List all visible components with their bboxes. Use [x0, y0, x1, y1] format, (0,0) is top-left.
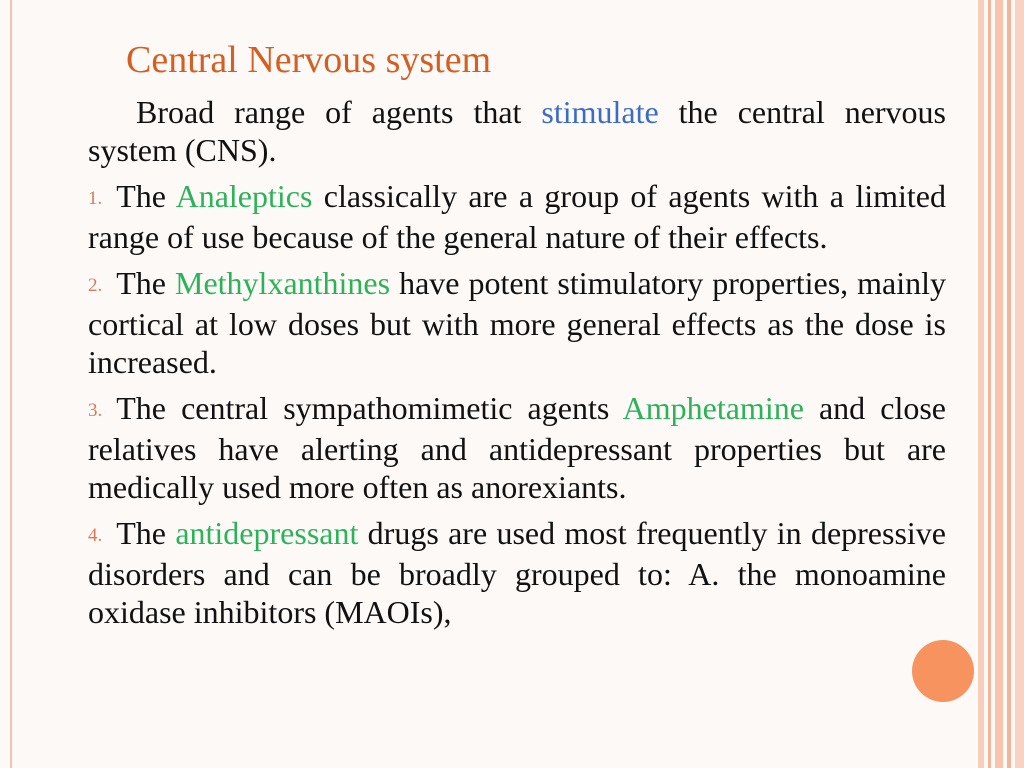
intro-text-before: Broad range of agents that [136, 94, 542, 130]
list-item-highlight: Amphetamine [622, 390, 804, 426]
list-item [88, 514, 946, 631]
list-item-text-after: classically are a group of agents with a limited range of use because of the general nature of their effects. [88, 178, 947, 255]
list-item-text-before: The central sympathomimetic agents [116, 390, 623, 426]
list-item-highlight: Methylxanthines [175, 265, 391, 301]
list-item-text-before: The [116, 178, 176, 214]
list-item-number: 4. [88, 525, 103, 546]
intro-paragraph [88, 93, 946, 169]
list-item-text-before: The [116, 265, 175, 301]
list-item-number: 3. [88, 400, 103, 421]
list-item-number: 1. [88, 188, 103, 209]
list-item-text-after: have potent stimulatory properties, mainly cortical at low doses but with more general effects as the dose is increased. [88, 265, 947, 380]
right-stripe-1 [978, 0, 984, 768]
list-item [88, 389, 946, 506]
right-stripe-5 [1015, 0, 1024, 768]
list-item-text-after: drugs are used most frequently in depressive disorders and can be broadly grouped to: A. the monoamine oxidase inhibitors (MAOIs), [88, 515, 947, 630]
right-stripe-3 [995, 0, 1003, 768]
intro-highlight: stimulate [541, 94, 659, 130]
right-stripe-2 [988, 0, 991, 768]
list-item-highlight: antidepressant [175, 515, 359, 551]
list-item [88, 264, 946, 381]
slide-body [88, 93, 946, 639]
list-item-text-before: The [116, 515, 176, 551]
list-item-number: 2. [88, 275, 103, 296]
slide-title: Central Nervous system [126, 39, 492, 81]
intro-text-after: the central nervous system (CNS). [88, 94, 947, 168]
list-item [88, 177, 946, 256]
decorative-circle [912, 640, 974, 702]
list-item-text-after: and close relatives have alerting and antidepressant properties but are medically used more often as anorexiants. [88, 390, 947, 505]
list-item-highlight: Analeptics [175, 178, 313, 214]
right-stripe-4 [1007, 0, 1011, 768]
